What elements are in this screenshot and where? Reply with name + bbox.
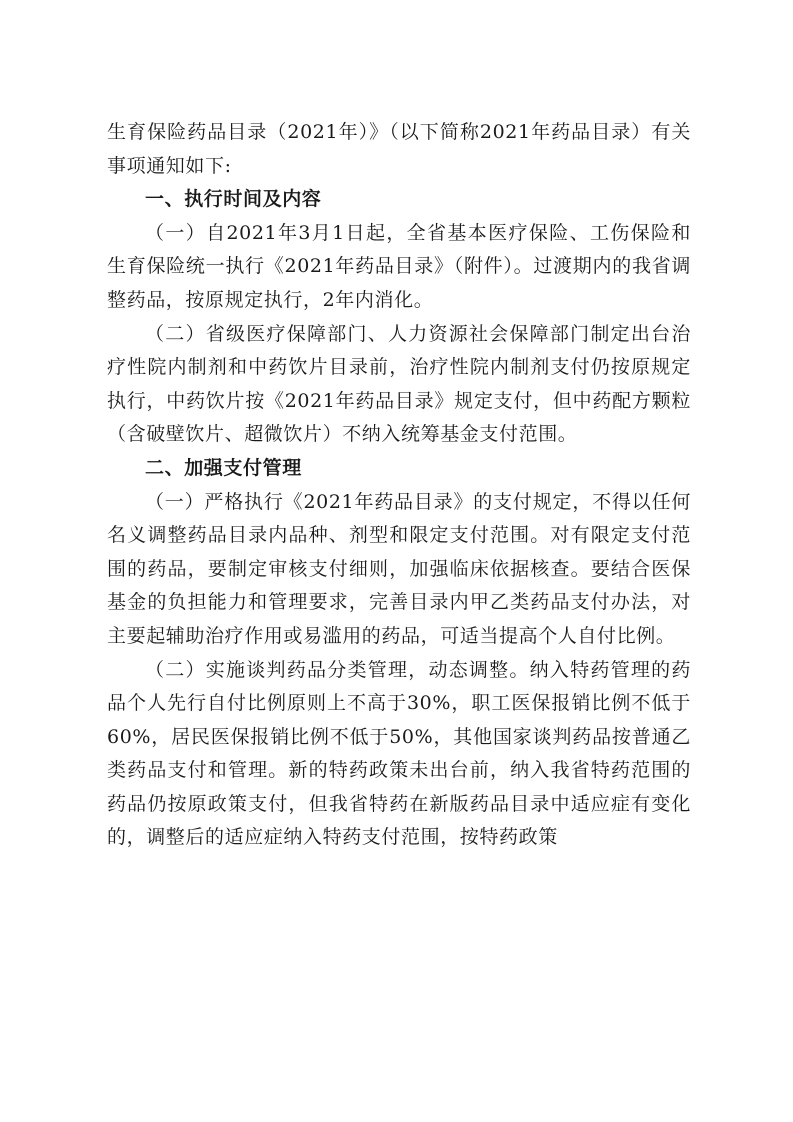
paragraph-2-2: （二）实施谈判药品分类管理，动态调整。纳入特药管理的药品个人先行自付比例原则上不高于30%，职工医保报销比例不低于60%，居民医保报销比例不低于50%，其他国家谈判药品按普通乙类药品支付和管理。新的特药政策未出台前，纳入我省特药范围的药品仍按原政策支付，但我省特药在新版药品目录中适应症有变化的，调整后的适应症纳入特药支付范围，按特药政策 (107, 658, 691, 849)
paragraph-1-1: （一）自2021年3月1日起，全省基本医疗保险、工伤保险和生育保险统一执行《2021年药品目录》（附件）。过渡期内的我省调整药品，按原规定执行，2年内消化。 (107, 221, 691, 311)
document-body (107, 116, 691, 855)
paragraph-2-1: （一）严格执行《2021年药品目录》的支付规定，不得以任何名义调整药品目录内品种、剂型和限定支付范围。对有限定支付范围的药品，要制定审核支付细则，加强临床依据核查。要结合医保基金的负担能力和管理要求，完善目录内甲乙类药品支付办法，对主要起辅助治疗作用或易滥用的药品，可适当提高个人自付比例。 (107, 490, 691, 647)
paragraph-1-2: （二）省级医疗保障部门、人力资源社会保障部门制定出台治疗性院内制剂和中药饮片目录前，治疗性院内制剂支付仍按原规定执行，中药饮片按《2021年药品目录》规定支付，但中药配方颗粒（含破壁饮片、超微饮片）不纳入统筹基金支付范围。 (107, 322, 691, 446)
section-heading-1: 一、执行时间及内容 (145, 188, 322, 211)
section-heading-2: 二、加强支付管理 (145, 456, 302, 479)
paragraph-intro: 生育保险药品目录（2021年）》（以下简称2021年药品目录）有关事项通知如下: (107, 121, 691, 177)
